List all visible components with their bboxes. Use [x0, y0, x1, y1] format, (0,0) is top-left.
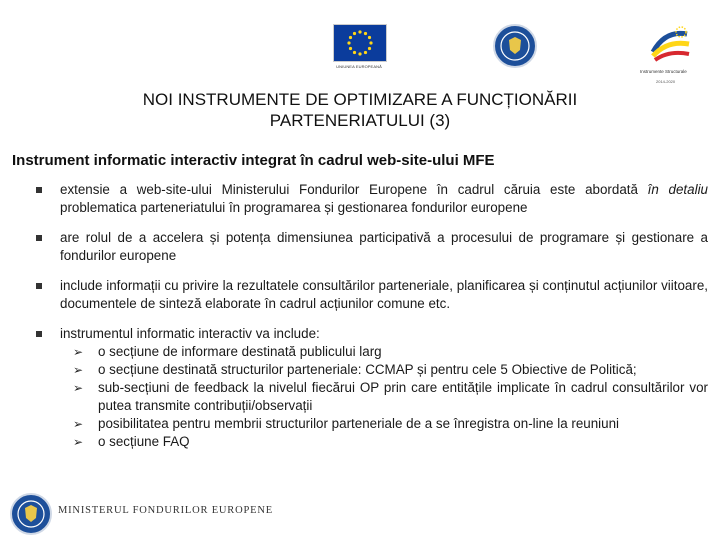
sub-item-text: o secțiune FAQ [98, 434, 190, 449]
bullet-list [36, 181, 708, 451]
slide-title [60, 89, 660, 131]
square-bullet-icon [36, 331, 42, 337]
bullet-item [36, 325, 708, 451]
arrow-bullet-icon: ➢ [73, 417, 84, 431]
sub-item-text: o secțiune destinată structurilor parteneriale: CCMAP și pentru cele 5 Obiective de Politică; [98, 362, 637, 377]
bullet-item [36, 229, 708, 265]
slide-title-line1: NOI INSTRUMENTE DE OPTIMIZARE A FUNCȚIONĂRII [142, 90, 578, 109]
bullet-text: are rolul de a accelera și potența dimensiunea participativă a procesului de programare și gestionare a fondurilor europene [60, 230, 708, 263]
eu-flag-caption: UNIUNEA EUROPEANĂ [336, 64, 382, 69]
bullet-item [36, 277, 708, 313]
bullet-text-italic: în detaliu [647, 182, 708, 197]
sub-list-item [60, 343, 708, 361]
square-bullet-icon [36, 235, 42, 241]
sub-list-item [60, 415, 708, 433]
square-bullet-icon [36, 283, 42, 289]
bullet-item [36, 181, 708, 217]
instrument-logo-caption: Instrumente Structurale [640, 69, 687, 74]
arrow-bullet-icon: ➢ [73, 381, 84, 395]
header-logos [0, 12, 720, 84]
government-crest-icon [493, 24, 537, 68]
sub-list-item [60, 361, 708, 379]
eu-stars-icon [334, 25, 386, 61]
arrow-bullet-icon: ➢ [73, 363, 84, 377]
footer-crest-icon [10, 493, 52, 535]
sub-list-item [60, 433, 708, 451]
instrumente-structurale-logo [645, 22, 695, 64]
slide-subtitle: Instrument informatic interactiv integrat în cadrul web-site-ului MFE [12, 152, 495, 169]
slide-title-line2: PARTENERIATULUI (3) [269, 111, 451, 130]
instrument-logo-years: 2014-2020 [656, 79, 676, 84]
arrow-bullet-icon: ➢ [73, 345, 84, 359]
bullet-text: instrumentul informatic interactiv va include: [60, 326, 320, 341]
square-bullet-icon [36, 187, 42, 193]
arrow-bullet-icon: ➢ [73, 435, 84, 449]
bullet-text: extensie a web-site-ului Ministerului Fondurilor Europene în cadrul căruia este abordată [60, 182, 648, 197]
bullet-text: problematica parteneriatului în programarea și gestionarea fondurilor europene [60, 200, 528, 215]
sub-item-text: sub-secțiuni de feedback la nivelul fiecărui OP prin care entitățile implicate în cadrul consultărilor vor putea transmite contribuții/observații [98, 380, 708, 413]
bullet-text: include informații cu privire la rezultatele consultărilor parteneriale, planificarea și conținutul acțiunilor viitoare, documentele de sinteză elaborate în cadrul acțiunilor comune etc. [60, 278, 708, 311]
sub-list-item [60, 379, 708, 415]
eu-flag-logo [333, 24, 387, 62]
sub-item-text: o secțiune de informare destinată publicului larg [98, 344, 382, 359]
sub-item-text: posibilitatea pentru membrii structurilor parteneriale de a se înregistra on-line la reuniuni [98, 416, 620, 431]
footer-ministry-name: MINISTERUL FONDURILOR EUROPENE [58, 505, 273, 516]
